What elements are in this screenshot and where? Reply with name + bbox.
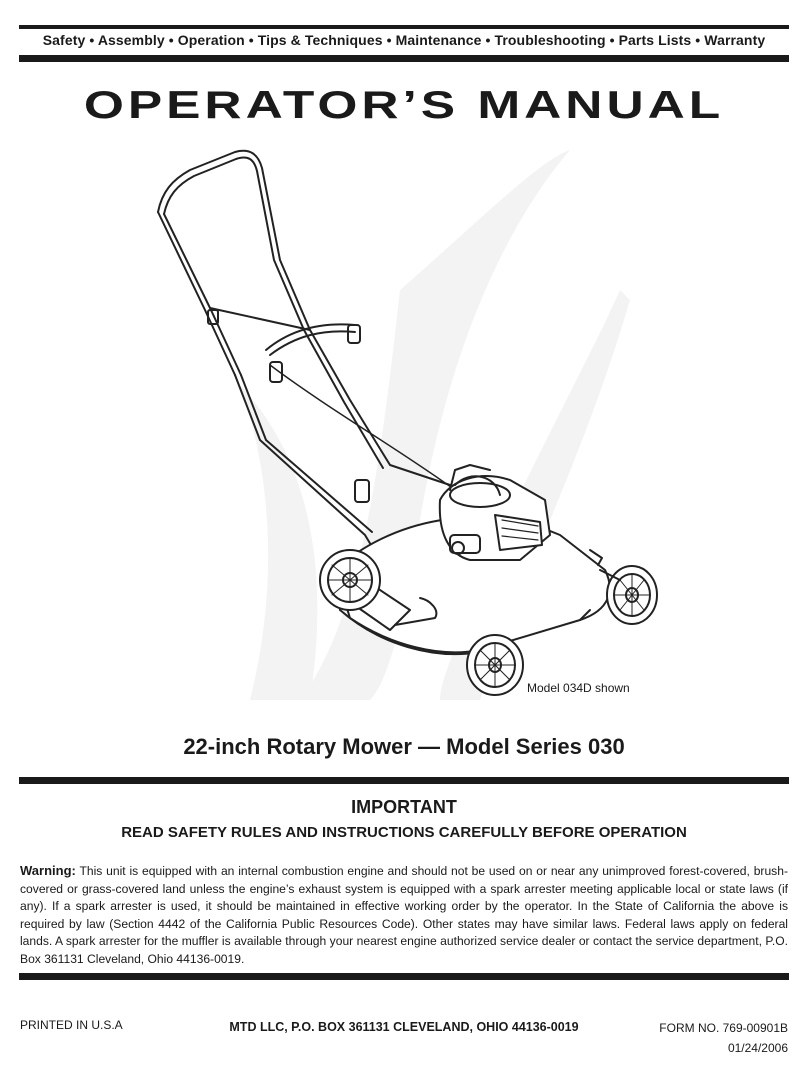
form-date: 01/24/2006 <box>727 1041 788 1055</box>
section-nav: Safety • Assembly • Operation • Tips & Techniques • Maintenance • Troubleshooting • Parts Lists • Warranty <box>42 32 766 48</box>
warning-text: This unit is equipped with an internal combustion engine and should not be used on or near any unimproved forest-covered, brush-covered or grass-covered land unless the engine’s exhaust system is equipped with a spark arrester meeting applicable local or state laws (if any). If a spark arrester is used, it should be maintained in effective working order by the operator. In the State of California the above is required by law (Section 4442 of the California Public Resources Code). Other states may have similar laws. Federal laws apply on federal lands. A spark arrester for the muffler is available through your nearest engine authorized service dealer or contact the service department, P.O. Box 361131 Cleveland, Ohio 44136-0019. <box>20 864 788 966</box>
page-title: OPERATOR’S MANUAL <box>83 84 725 127</box>
printed-in: PRINTED IN U.S.A <box>20 1018 123 1032</box>
warning-label: Warning: <box>20 863 76 878</box>
subtitle-rule <box>19 777 789 784</box>
top-rule <box>19 25 789 29</box>
front-right-wheel <box>607 566 657 624</box>
rear-left-wheel <box>320 550 380 610</box>
mower-illustration <box>150 140 790 710</box>
warning-paragraph <box>20 862 788 969</box>
nav-rule <box>19 55 789 62</box>
bottom-rule <box>19 973 789 980</box>
company-address: MTD LLC, P.O. BOX 361131 CLEVELAND, OHIO 44136-0019 <box>229 1020 579 1034</box>
safety-subheading: READ SAFETY RULES AND INSTRUCTIONS CAREFULLY BEFORE OPERATION <box>121 824 687 841</box>
front-left-wheel <box>467 635 523 695</box>
important-heading: IMPORTANT <box>351 797 457 817</box>
illustration-caption: Model 034D shown <box>527 681 630 695</box>
upper-handle <box>158 151 310 330</box>
form-info <box>659 1018 788 1058</box>
product-subtitle: 22-inch Rotary Mower — Model Series 030 <box>183 734 625 759</box>
form-number: FORM NO. 769-00901B <box>659 1021 788 1035</box>
